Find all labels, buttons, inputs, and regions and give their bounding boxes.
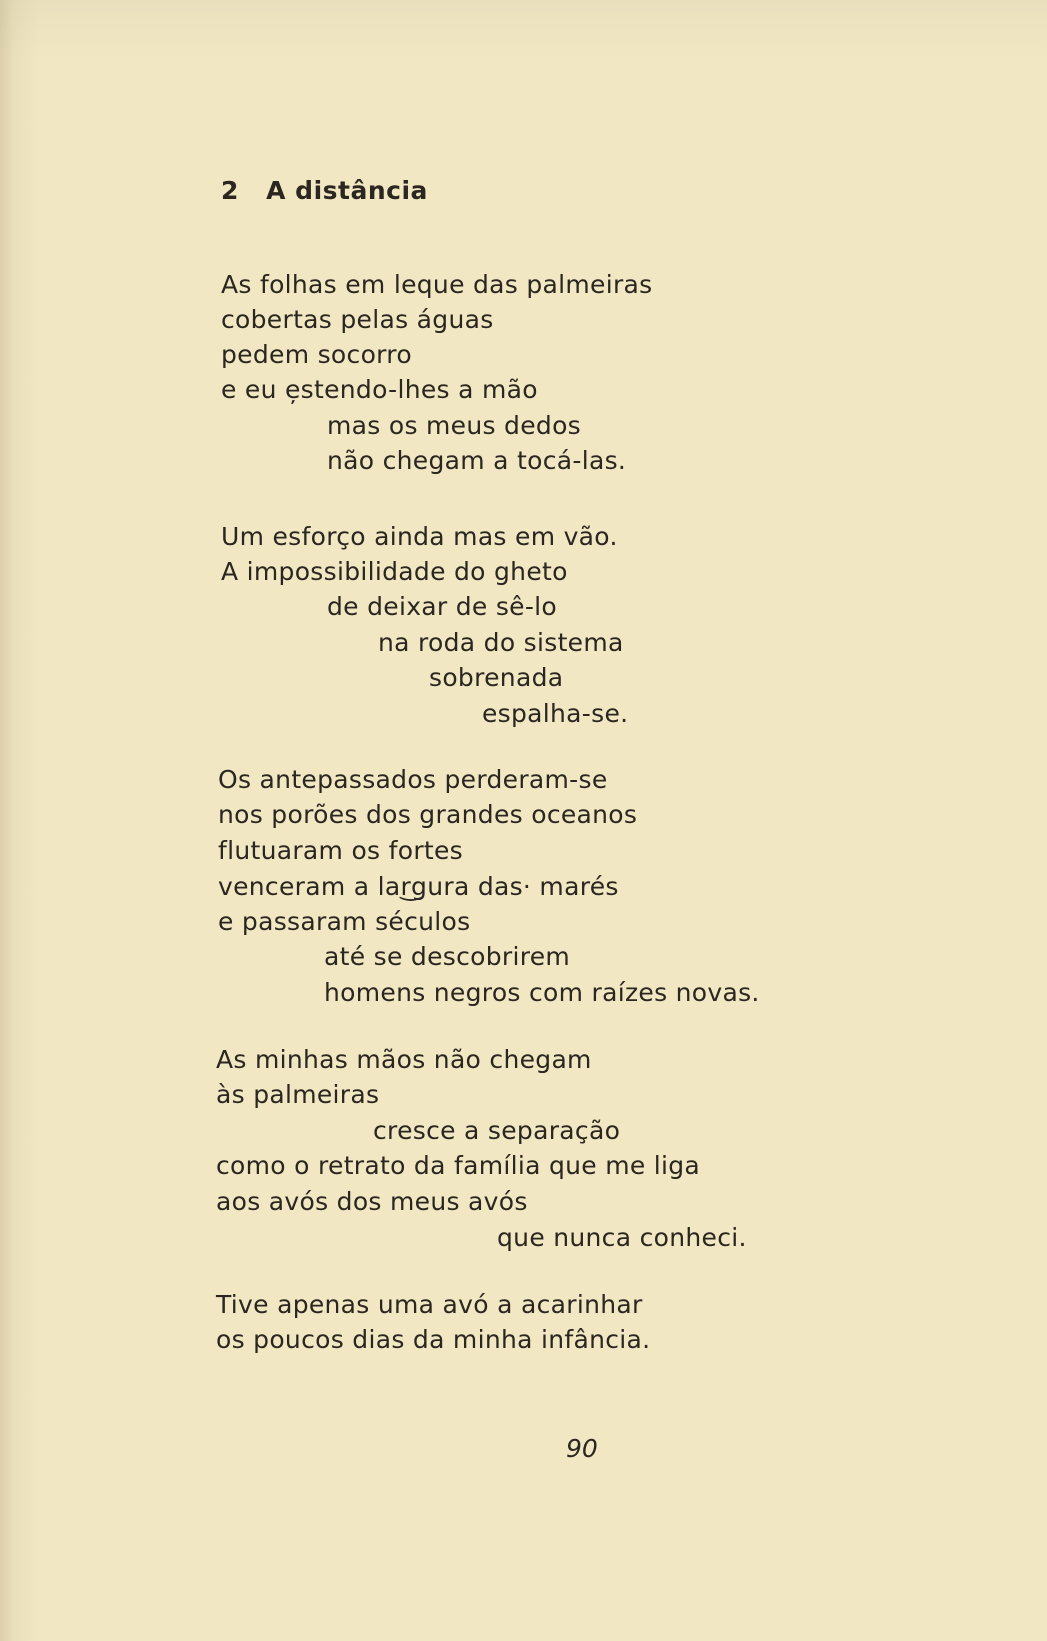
poem-title bbox=[221, 176, 428, 205]
page-number: 90 bbox=[566, 1434, 598, 1463]
poem-line: cresce a separação bbox=[373, 1116, 621, 1145]
poem-line: mas os meus dedos bbox=[327, 411, 582, 440]
poem-line: venceram a lar͜gura das· marés bbox=[218, 872, 619, 901]
poem-line: Os antepassados perderam-se bbox=[218, 765, 608, 794]
poem-line: de deixar de sê-lo bbox=[327, 592, 557, 621]
poem-line: flutuaram os fortes bbox=[218, 836, 464, 865]
poem-line: não chegam a tocá-las. bbox=[327, 446, 627, 475]
poem-line: e eu e̦stendo-lhes a mão bbox=[221, 375, 538, 404]
poem-line: até se descobrirem bbox=[324, 942, 571, 971]
poem-line: pedem socorro bbox=[221, 340, 412, 369]
poem-line: que nunca conheci. bbox=[497, 1223, 747, 1252]
poem-line: Um esforço ainda mas em vão. bbox=[221, 522, 618, 551]
poem-line: A impossibilidade do gheto bbox=[221, 557, 568, 586]
poem-line: As minhas mãos não chegam bbox=[216, 1045, 592, 1074]
poem-line: às palmeiras bbox=[216, 1080, 380, 1109]
poem-line: na roda do sistema bbox=[378, 628, 624, 657]
poem-line: Tive apenas uma avó a acarinhar bbox=[216, 1290, 643, 1319]
poem-line: e passaram séculos bbox=[218, 907, 471, 936]
poem-line: As folhas em leque das palmeiras bbox=[221, 270, 653, 299]
show-through-text bbox=[420, 70, 427, 95]
poem-line: aos avós dos meus avós bbox=[216, 1187, 528, 1216]
poem-title-text: A distância bbox=[266, 176, 428, 205]
poem-number: 2 bbox=[221, 176, 239, 205]
poem-line: homens negros com raízes novas. bbox=[324, 978, 760, 1007]
poem-line: os poucos dias da minha infância. bbox=[216, 1325, 651, 1354]
poem-line: nos porões dos grandes oceanos bbox=[218, 800, 638, 829]
poem-line: como o retrato da família que me liga bbox=[216, 1151, 701, 1180]
poem-line: cobertas pelas águas bbox=[221, 305, 494, 334]
poem-line: sobrenada bbox=[429, 663, 564, 692]
poem-line: espalha-se. bbox=[482, 699, 629, 728]
